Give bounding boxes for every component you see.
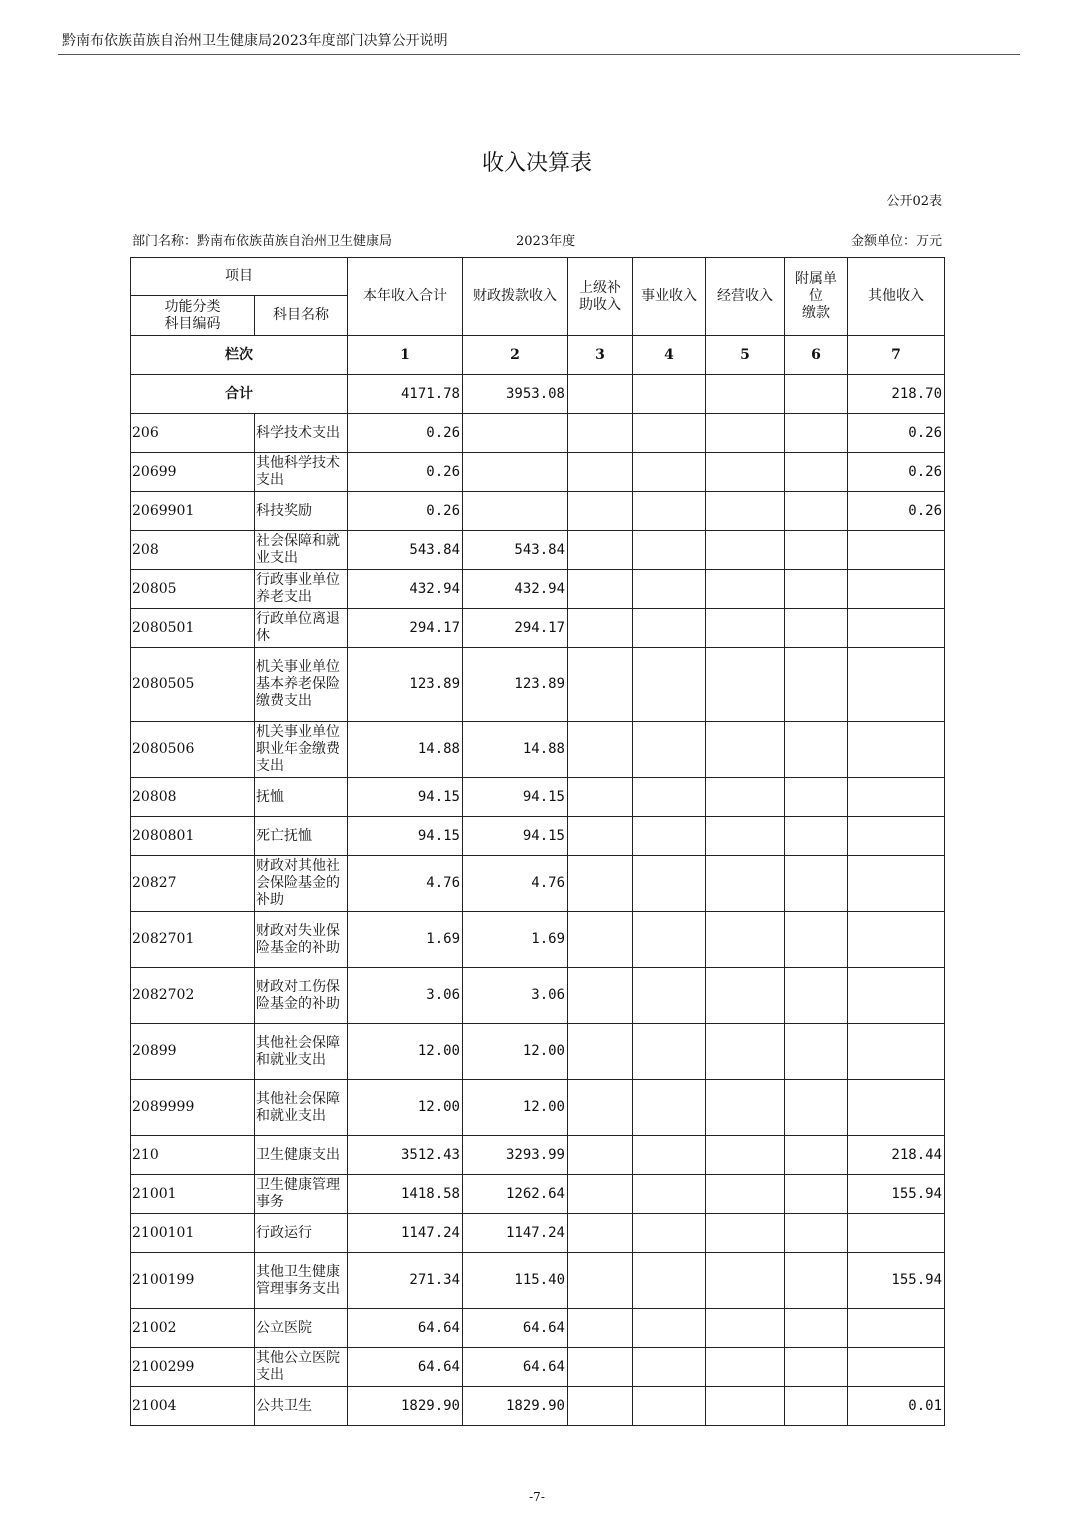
amount-cell: 1829.90 xyxy=(348,1387,463,1426)
amount-cell xyxy=(785,1080,848,1136)
amount-cell xyxy=(633,1348,706,1387)
amount-cell: 0.26 xyxy=(848,492,945,531)
amount-cell: 1147.24 xyxy=(463,1214,568,1253)
column-number-cell: 5 xyxy=(706,336,785,375)
amount-cell xyxy=(785,1175,848,1214)
table-row xyxy=(131,856,945,912)
amount-cell xyxy=(785,1309,848,1348)
column-numbers-label: 栏次 xyxy=(131,336,348,375)
subject-code-cell: 2082701 xyxy=(131,912,255,968)
amount-cell xyxy=(706,1348,785,1387)
amount-cell xyxy=(568,1387,633,1426)
amount-cell: 14.88 xyxy=(348,722,463,778)
amount-cell xyxy=(848,570,945,609)
subject-code-cell: 2082702 xyxy=(131,968,255,1024)
subject-name-cell: 行政运行 xyxy=(255,1214,348,1253)
amount-cell xyxy=(785,856,848,912)
amount-cell: 155.94 xyxy=(848,1253,945,1309)
amount-cell xyxy=(706,1136,785,1175)
amount-cell xyxy=(785,778,848,817)
amount-cell xyxy=(633,856,706,912)
amount-cell: 12.00 xyxy=(463,1080,568,1136)
amount-cell xyxy=(568,648,633,722)
subject-name-cell: 其他卫生健康管理事务支出 xyxy=(255,1253,348,1309)
amount-cell: 123.89 xyxy=(348,648,463,722)
page-header-text: 黔南布依族苗族自治州卫生健康局2023年度部门决算公开说明 xyxy=(62,33,448,49)
amount-cell xyxy=(785,817,848,856)
total-value-cell: 218.70 xyxy=(848,375,945,414)
amount-cell xyxy=(785,912,848,968)
header-operating: 经营收入 xyxy=(706,258,785,336)
form-code: 公开02表 xyxy=(886,194,942,209)
amount-cell: 0.26 xyxy=(848,453,945,492)
amount-cell xyxy=(633,531,706,570)
header-affiliated: 附属单 位 缴款 xyxy=(785,258,848,336)
amount-cell: 3293.99 xyxy=(463,1136,568,1175)
header-rule xyxy=(58,54,1020,55)
table-row xyxy=(131,531,945,570)
amount-cell xyxy=(848,778,945,817)
amount-cell: 543.84 xyxy=(463,531,568,570)
subject-name-cell: 卫生健康管理事务 xyxy=(255,1175,348,1214)
amount-cell: 115.40 xyxy=(463,1253,568,1309)
amount-cell xyxy=(568,609,633,648)
amount-cell xyxy=(706,778,785,817)
amount-cell xyxy=(633,1175,706,1214)
amount-cell xyxy=(848,817,945,856)
amount-cell: 294.17 xyxy=(463,609,568,648)
amount-cell xyxy=(633,1309,706,1348)
amount-cell xyxy=(633,968,706,1024)
amount-cell xyxy=(706,1080,785,1136)
amount-cell: 218.44 xyxy=(848,1136,945,1175)
subject-name-cell: 其他公立医院支出 xyxy=(255,1348,348,1387)
subject-name-cell: 财政对其他社会保险基金的补助 xyxy=(255,856,348,912)
amount-cell: 0.26 xyxy=(848,414,945,453)
subject-code-cell: 21004 xyxy=(131,1387,255,1426)
header-project: 项目 xyxy=(131,258,348,296)
amount-cell xyxy=(848,1214,945,1253)
amount-cell xyxy=(633,778,706,817)
amount-cell xyxy=(706,912,785,968)
amount-cell xyxy=(706,1253,785,1309)
amount-cell xyxy=(706,817,785,856)
amount-cell: 94.15 xyxy=(463,778,568,817)
subject-code-cell: 210 xyxy=(131,1136,255,1175)
amount-cell xyxy=(706,1387,785,1426)
header-total: 本年收入合计 xyxy=(348,258,463,336)
total-value-cell xyxy=(633,375,706,414)
amount-cell xyxy=(633,1080,706,1136)
amount-cell xyxy=(706,492,785,531)
table-title: 收入决算表 xyxy=(481,151,592,176)
amount-cell xyxy=(568,570,633,609)
subject-code-cell: 2089999 xyxy=(131,1080,255,1136)
table-row xyxy=(131,1136,945,1175)
subject-name-cell: 行政事业单位养老支出 xyxy=(255,570,348,609)
amount-cell xyxy=(785,1348,848,1387)
amount-cell xyxy=(633,1387,706,1426)
amount-cell: 3512.43 xyxy=(348,1136,463,1175)
page-number: -7- xyxy=(529,1490,545,1504)
amount-cell xyxy=(785,414,848,453)
total-value-cell xyxy=(568,375,633,414)
amount-cell xyxy=(706,453,785,492)
amount-cell xyxy=(633,1253,706,1309)
amount-cell xyxy=(785,1387,848,1426)
amount-cell xyxy=(568,1348,633,1387)
subject-name-cell: 死亡抚恤 xyxy=(255,817,348,856)
amount-cell: 12.00 xyxy=(348,1080,463,1136)
amount-cell: 12.00 xyxy=(463,1024,568,1080)
table-row xyxy=(131,817,945,856)
amount-cell: 1418.58 xyxy=(348,1175,463,1214)
amount-cell: 64.64 xyxy=(348,1348,463,1387)
subject-code-cell: 21001 xyxy=(131,1175,255,1214)
amount-cell xyxy=(848,912,945,968)
amount-cell xyxy=(568,968,633,1024)
amount-cell xyxy=(568,1175,633,1214)
amount-cell: 294.17 xyxy=(348,609,463,648)
column-number-cell: 4 xyxy=(633,336,706,375)
total-value-cell: 3953.08 xyxy=(463,375,568,414)
subject-name-cell: 公立医院 xyxy=(255,1309,348,1348)
amount-cell xyxy=(785,1136,848,1175)
amount-cell xyxy=(633,722,706,778)
table-row xyxy=(131,453,945,492)
amount-cell: 271.34 xyxy=(348,1253,463,1309)
amount-cell xyxy=(706,1309,785,1348)
subject-code-cell: 208 xyxy=(131,531,255,570)
amount-cell: 0.26 xyxy=(348,492,463,531)
amount-cell xyxy=(848,609,945,648)
amount-cell: 0.26 xyxy=(348,414,463,453)
amount-cell xyxy=(785,648,848,722)
amount-cell xyxy=(785,453,848,492)
department-name: 部门名称：黔南布依族苗族自治州卫生健康局 xyxy=(132,234,393,249)
amount-cell: 94.15 xyxy=(463,817,568,856)
amount-cell xyxy=(785,1024,848,1080)
subject-name-cell: 财政对失业保险基金的补助 xyxy=(255,912,348,968)
amount-cell: 12.00 xyxy=(348,1024,463,1080)
amount-cell xyxy=(848,648,945,722)
subject-name-cell: 其他社会保障和就业支出 xyxy=(255,1080,348,1136)
amount-cell xyxy=(633,1214,706,1253)
header-func-code: 功能分类 科目编码 xyxy=(131,296,255,336)
amount-cell xyxy=(706,968,785,1024)
amount-cell xyxy=(633,570,706,609)
amount-cell xyxy=(706,414,785,453)
amount-cell xyxy=(848,856,945,912)
amount-cell: 4.76 xyxy=(348,856,463,912)
amount-cell xyxy=(706,1214,785,1253)
amount-cell xyxy=(463,492,568,531)
subject-name-cell: 其他科学技术支出 xyxy=(255,453,348,492)
amount-cell: 123.89 xyxy=(463,648,568,722)
table-row xyxy=(131,570,945,609)
subject-code-cell: 2080506 xyxy=(131,722,255,778)
amount-cell xyxy=(848,1309,945,1348)
amount-cell xyxy=(706,1024,785,1080)
amount-cell xyxy=(568,1024,633,1080)
subject-name-cell: 抚恤 xyxy=(255,778,348,817)
amount-cell xyxy=(633,609,706,648)
subject-code-cell: 20805 xyxy=(131,570,255,609)
amount-cell: 1.69 xyxy=(348,912,463,968)
amount-cell xyxy=(633,648,706,722)
subject-code-cell: 21002 xyxy=(131,1309,255,1348)
subject-code-cell: 2100199 xyxy=(131,1253,255,1309)
subject-code-cell: 2080501 xyxy=(131,609,255,648)
amount-cell xyxy=(785,531,848,570)
amount-cell: 3.06 xyxy=(348,968,463,1024)
subject-code-cell: 20899 xyxy=(131,1024,255,1080)
subject-code-cell: 2069901 xyxy=(131,492,255,531)
table-row xyxy=(131,1253,945,1309)
amount-cell: 155.94 xyxy=(848,1175,945,1214)
subject-name-cell: 行政单位离退休 xyxy=(255,609,348,648)
amount-cell xyxy=(568,1253,633,1309)
amount-cell: 94.15 xyxy=(348,778,463,817)
subject-code-cell: 20808 xyxy=(131,778,255,817)
header-other: 其他收入 xyxy=(848,258,945,336)
subject-code-cell: 20699 xyxy=(131,453,255,492)
amount-cell xyxy=(706,1175,785,1214)
table-row xyxy=(131,722,945,778)
amount-cell xyxy=(848,1080,945,1136)
amount-cell xyxy=(633,912,706,968)
header-fiscal: 财政拨款收入 xyxy=(463,258,568,336)
subject-code-cell: 206 xyxy=(131,414,255,453)
amount-cell xyxy=(848,531,945,570)
amount-cell xyxy=(568,1309,633,1348)
subject-code-cell: 2100101 xyxy=(131,1214,255,1253)
amount-cell: 1147.24 xyxy=(348,1214,463,1253)
amount-cell xyxy=(568,414,633,453)
amount-cell xyxy=(785,968,848,1024)
subject-name-cell: 其他社会保障和就业支出 xyxy=(255,1024,348,1080)
income-table xyxy=(130,257,945,1426)
fiscal-year: 2023年度 xyxy=(516,234,576,249)
amount-cell xyxy=(633,1136,706,1175)
amount-cell xyxy=(633,817,706,856)
table-row xyxy=(131,414,945,453)
subject-name-cell: 财政对工伤保险基金的补助 xyxy=(255,968,348,1024)
amount-cell: 1262.64 xyxy=(463,1175,568,1214)
amount-cell xyxy=(706,648,785,722)
amount-cell xyxy=(568,722,633,778)
amount-cell xyxy=(785,492,848,531)
subject-name-cell: 机关事业单位职业年金缴费支出 xyxy=(255,722,348,778)
amount-unit: 金额单位：万元 xyxy=(850,234,942,249)
amount-cell xyxy=(706,856,785,912)
subject-code-cell: 2080505 xyxy=(131,648,255,722)
amount-cell xyxy=(568,492,633,531)
amount-cell: 1.69 xyxy=(463,912,568,968)
amount-cell: 0.26 xyxy=(348,453,463,492)
total-value-cell: 4171.78 xyxy=(348,375,463,414)
amount-cell: 432.94 xyxy=(348,570,463,609)
table-row xyxy=(131,648,945,722)
table-row xyxy=(131,778,945,817)
amount-cell xyxy=(785,1214,848,1253)
header-business: 事业收入 xyxy=(633,258,706,336)
amount-cell: 3.06 xyxy=(463,968,568,1024)
amount-cell: 14.88 xyxy=(463,722,568,778)
subject-code-cell: 2080801 xyxy=(131,817,255,856)
total-value-cell xyxy=(706,375,785,414)
amount-cell: 64.64 xyxy=(463,1309,568,1348)
table-row xyxy=(131,1175,945,1214)
subject-code-cell: 20827 xyxy=(131,856,255,912)
amount-cell xyxy=(568,1080,633,1136)
amount-cell xyxy=(568,1214,633,1253)
amount-cell xyxy=(568,453,633,492)
amount-cell xyxy=(848,722,945,778)
amount-cell xyxy=(633,492,706,531)
amount-cell: 1829.90 xyxy=(463,1387,568,1426)
amount-cell xyxy=(706,609,785,648)
amount-cell xyxy=(568,912,633,968)
total-row-label: 合计 xyxy=(131,375,348,414)
amount-cell xyxy=(785,570,848,609)
table-row xyxy=(131,912,945,968)
subject-name-cell: 科技奖励 xyxy=(255,492,348,531)
amount-cell xyxy=(848,1024,945,1080)
column-number-cell: 7 xyxy=(848,336,945,375)
amount-cell: 543.84 xyxy=(348,531,463,570)
amount-cell: 94.15 xyxy=(348,817,463,856)
amount-cell xyxy=(568,817,633,856)
amount-cell: 4.76 xyxy=(463,856,568,912)
amount-cell: 0.01 xyxy=(848,1387,945,1426)
table-row xyxy=(131,1309,945,1348)
amount-cell xyxy=(633,414,706,453)
amount-cell: 64.64 xyxy=(348,1309,463,1348)
subject-name-cell: 机关事业单位基本养老保险缴费支出 xyxy=(255,648,348,722)
amount-cell xyxy=(848,968,945,1024)
column-number-cell: 6 xyxy=(785,336,848,375)
column-number-cell: 1 xyxy=(348,336,463,375)
subject-name-cell: 社会保障和就业支出 xyxy=(255,531,348,570)
amount-cell xyxy=(785,1253,848,1309)
amount-cell: 432.94 xyxy=(463,570,568,609)
amount-cell xyxy=(568,531,633,570)
table-row xyxy=(131,492,945,531)
table-row xyxy=(131,609,945,648)
amount-cell xyxy=(633,1024,706,1080)
subject-name-cell: 卫生健康支出 xyxy=(255,1136,348,1175)
amount-cell xyxy=(633,453,706,492)
amount-cell xyxy=(568,1136,633,1175)
table-row xyxy=(131,968,945,1024)
table-row xyxy=(131,1214,945,1253)
amount-cell xyxy=(463,453,568,492)
subject-code-cell: 2100299 xyxy=(131,1348,255,1387)
table-row xyxy=(131,1387,945,1426)
amount-cell xyxy=(706,531,785,570)
total-value-cell xyxy=(785,375,848,414)
subject-name-cell: 公共卫生 xyxy=(255,1387,348,1426)
amount-cell xyxy=(706,722,785,778)
table-row xyxy=(131,1348,945,1387)
amount-cell xyxy=(785,609,848,648)
amount-cell xyxy=(785,722,848,778)
amount-cell xyxy=(848,1348,945,1387)
amount-cell: 64.64 xyxy=(463,1348,568,1387)
subject-name-cell: 科学技术支出 xyxy=(255,414,348,453)
table-row xyxy=(131,1024,945,1080)
amount-cell xyxy=(706,570,785,609)
header-subject-name: 科目名称 xyxy=(255,296,348,336)
column-number-cell: 2 xyxy=(463,336,568,375)
amount-cell xyxy=(568,778,633,817)
table-row xyxy=(131,1080,945,1136)
amount-cell xyxy=(463,414,568,453)
column-number-cell: 3 xyxy=(568,336,633,375)
amount-cell xyxy=(568,856,633,912)
header-superior: 上级补 助收入 xyxy=(568,258,633,336)
